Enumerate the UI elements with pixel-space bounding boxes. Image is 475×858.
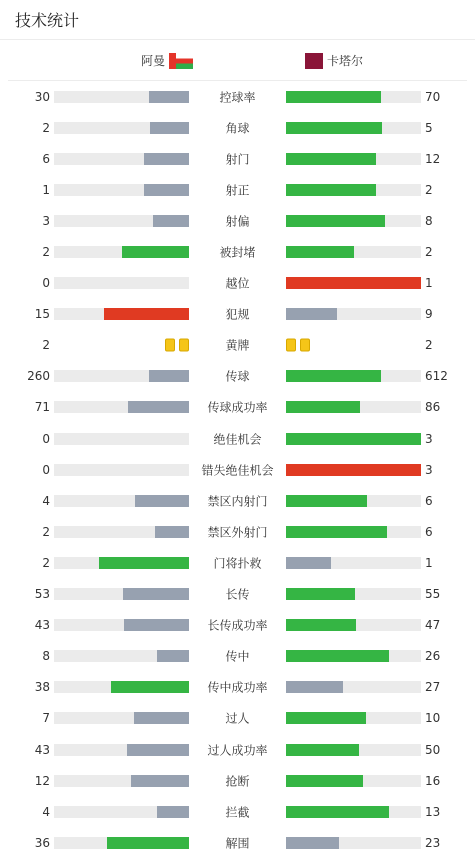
- away-stat-value: 5: [425, 120, 433, 135]
- away-stat-bar: [286, 557, 421, 569]
- stat-label: 禁区内射门: [207, 494, 268, 509]
- stat-row: [0, 174, 475, 205]
- stat-label: 过人成功率: [207, 743, 268, 758]
- home-stat-value: 3: [42, 213, 50, 228]
- stat-row: [0, 361, 475, 392]
- home-stat-bar: [54, 681, 189, 693]
- home-stat-value: 7: [42, 711, 50, 726]
- home-stat-value: 2: [42, 524, 50, 539]
- away-stat-value: 2: [425, 245, 433, 260]
- away-stat-fill: [286, 122, 382, 134]
- home-stat-value: 36: [34, 835, 50, 850]
- away-stat-fill: [286, 308, 337, 320]
- stat-label: 越位: [225, 276, 250, 291]
- stat-row: [0, 205, 475, 236]
- away-stat-value: 16: [425, 773, 441, 788]
- home-stat-fill: [157, 806, 189, 818]
- away-stat-bar: [286, 122, 421, 134]
- home-stat-value: 0: [42, 431, 50, 446]
- home-stat-bar: [54, 433, 189, 445]
- away-stat-fill: [286, 495, 367, 507]
- away-stat-value: 1: [425, 555, 433, 570]
- stat-label: 射门: [225, 152, 250, 167]
- stat-label: 门将扑救: [213, 556, 262, 571]
- home-stat-value: 2: [42, 245, 50, 260]
- home-stat-bar: [54, 184, 189, 196]
- stat-row: [0, 734, 475, 765]
- away-stat-fill: [286, 650, 389, 662]
- away-stat-value: 9: [425, 307, 433, 322]
- home-stat-value: 0: [42, 462, 50, 477]
- away-stat-bar: [286, 433, 421, 445]
- stat-label: 长传: [225, 587, 250, 602]
- home-team[interactable]: [141, 52, 193, 69]
- stat-row: [0, 112, 475, 143]
- home-stat-fill: [131, 775, 189, 787]
- away-stat-bar: [286, 91, 421, 103]
- away-stat-fill: [286, 215, 385, 227]
- away-stat-value: 70: [425, 89, 441, 104]
- away-stat-bar: [286, 744, 421, 756]
- yellow-card-icon: [286, 339, 296, 352]
- section-title: 技术统计: [15, 11, 80, 30]
- stat-label: 传中成功率: [207, 680, 268, 695]
- home-stat-fill: [104, 308, 189, 320]
- away-stat-bar: [286, 775, 421, 787]
- home-stat-bar: [54, 806, 189, 818]
- away-team[interactable]: [299, 52, 363, 69]
- home-stat-value: 1: [42, 182, 50, 197]
- away-stat-bar: [286, 681, 421, 693]
- yellow-card-icon: [179, 339, 189, 352]
- home-stat-bar: [54, 712, 189, 724]
- home-stat-fill: [124, 619, 189, 631]
- away-stat-value: 27: [425, 680, 441, 695]
- stat-row: [0, 299, 475, 330]
- away-stat-bar: [286, 401, 421, 413]
- home-stat-value: 12: [34, 773, 50, 788]
- home-stat-fill: [122, 246, 190, 258]
- home-stat-bar: [54, 370, 189, 382]
- home-stat-bar: [54, 91, 189, 103]
- home-stat-bar: [54, 650, 189, 662]
- stat-label: 传球: [225, 369, 250, 384]
- home-stat-bar: [54, 588, 189, 600]
- away-stat-value: 26: [425, 649, 441, 664]
- home-team-name: 阿曼: [140, 54, 165, 68]
- away-stat-value: 13: [425, 804, 441, 819]
- home-stat-fill: [144, 184, 189, 196]
- home-stat-fill: [150, 122, 189, 134]
- home-stat-bar: [54, 308, 189, 320]
- away-stat-value: 10: [425, 711, 441, 726]
- stat-row: [0, 703, 475, 734]
- stat-label: 过人: [225, 711, 250, 726]
- away-stat-fill: [286, 712, 366, 724]
- home-stat-fill: [157, 650, 189, 662]
- stat-label: 射偏: [225, 214, 250, 229]
- home-stat-fill: [111, 681, 189, 693]
- home-stat-value: 71: [34, 400, 50, 415]
- away-stat-bar: [286, 308, 421, 320]
- home-stat-bar: [54, 557, 189, 569]
- stat-label: 拦截: [225, 805, 250, 820]
- home-stat-fill: [107, 837, 189, 849]
- away-stat-value: 8: [425, 213, 433, 228]
- away-stat-value: 86: [425, 400, 441, 415]
- away-stat-value: 47: [425, 618, 441, 633]
- home-stat-value: 43: [34, 742, 50, 757]
- away-stat-value: 3: [425, 431, 433, 446]
- stats-list: [0, 81, 475, 858]
- away-stat-value: 6: [425, 524, 433, 539]
- away-stat-value: 1: [425, 276, 433, 291]
- teams-row: [8, 40, 467, 81]
- stat-row: [0, 579, 475, 610]
- away-stat-fill: [286, 806, 389, 818]
- away-stat-fill: [286, 619, 356, 631]
- home-stat-bar: [54, 744, 189, 756]
- home-cards: [165, 339, 189, 352]
- away-stat-fill: [286, 153, 376, 165]
- away-stat-bar: [286, 153, 421, 165]
- away-stat-fill: [286, 277, 421, 289]
- home-stat-fill: [127, 744, 189, 756]
- stat-row: [0, 641, 475, 672]
- away-team-name: 卡塔尔: [327, 54, 364, 68]
- away-stat-fill: [286, 744, 359, 756]
- yellow-card-icon: [300, 339, 310, 352]
- home-stat-value: 30: [34, 89, 50, 104]
- home-stat-fill: [128, 401, 189, 413]
- away-stat-fill: [286, 91, 381, 103]
- away-stat-fill: [286, 681, 343, 693]
- away-stat-bar: [286, 370, 421, 382]
- away-stat-bar: [286, 246, 421, 258]
- away-stat-value: 612: [425, 369, 448, 384]
- home-stat-fill: [155, 526, 189, 538]
- qatar-flag-icon: [299, 53, 323, 69]
- home-stat-fill: [144, 153, 189, 165]
- home-stat-fill: [134, 712, 189, 724]
- stat-label: 控球率: [219, 90, 256, 105]
- stat-label: 传中: [225, 649, 250, 664]
- away-stat-bar: [286, 215, 421, 227]
- away-stat-fill: [286, 526, 387, 538]
- away-stat-value: 6: [425, 493, 433, 508]
- stat-label: 错失绝佳机会: [201, 463, 274, 478]
- away-stat-bar: [286, 495, 421, 507]
- home-stat-fill: [149, 91, 190, 103]
- home-stat-value: 38: [34, 680, 50, 695]
- home-stat-value: 4: [42, 493, 50, 508]
- home-stat-value: 6: [42, 151, 50, 166]
- home-stat-fill: [135, 495, 189, 507]
- home-stat-value: 2: [42, 120, 50, 135]
- stat-row: [0, 516, 475, 547]
- home-stat-value: 4: [42, 804, 50, 819]
- stat-row: [0, 423, 475, 454]
- home-stat-value: 15: [34, 307, 50, 322]
- home-stat-fill: [123, 588, 189, 600]
- home-stat-bar: [54, 246, 189, 258]
- stat-row: [0, 392, 475, 423]
- away-stat-bar: [286, 837, 421, 849]
- stat-label: 长传成功率: [207, 618, 268, 633]
- stat-row: [0, 143, 475, 174]
- away-stat-bar: [286, 619, 421, 631]
- away-stat-bar: [286, 184, 421, 196]
- home-stat-fill: [153, 215, 189, 227]
- away-stat-fill: [286, 464, 421, 476]
- away-stat-fill: [286, 184, 376, 196]
- home-stat-value: 2: [42, 555, 50, 570]
- stat-row: [0, 454, 475, 485]
- stat-label: 黄牌: [225, 338, 250, 353]
- home-stat-fill: [149, 370, 190, 382]
- home-stat-bar: [54, 153, 189, 165]
- stat-label: 禁区外射门: [207, 525, 268, 540]
- stat-row: [0, 610, 475, 641]
- home-stat-value: 43: [34, 618, 50, 633]
- away-stat-value: 23: [425, 835, 441, 850]
- stat-row: [0, 765, 475, 796]
- yellow-card-icon: [165, 339, 175, 352]
- away-stat-value: 3: [425, 462, 433, 477]
- away-stat-fill: [286, 433, 421, 445]
- stat-row: [0, 485, 475, 516]
- stat-label: 犯规: [225, 307, 250, 322]
- stat-label: 传球成功率: [207, 400, 268, 415]
- home-stat-bar: [54, 526, 189, 538]
- stat-label: 角球: [225, 121, 250, 136]
- away-stat-fill: [286, 370, 381, 382]
- away-stat-bar: [286, 526, 421, 538]
- stat-row: [0, 81, 475, 112]
- stat-row: [0, 827, 475, 858]
- away-stat-fill: [286, 775, 363, 787]
- away-stat-fill: [286, 837, 339, 849]
- home-stat-bar: [54, 619, 189, 631]
- stat-row: [0, 547, 475, 578]
- away-stat-bar: [286, 464, 421, 476]
- home-stat-bar: [54, 775, 189, 787]
- home-stat-bar: [54, 277, 189, 289]
- home-stat-value: 2: [42, 338, 50, 353]
- stat-label: 解围: [225, 836, 250, 851]
- away-stat-value: 2: [425, 182, 433, 197]
- stat-label: 抢断: [225, 774, 250, 789]
- away-stat-fill: [286, 588, 355, 600]
- home-stat-bar: [54, 495, 189, 507]
- home-stat-value: 8: [42, 649, 50, 664]
- home-stat-fill: [99, 557, 189, 569]
- home-stat-value: 0: [42, 276, 50, 291]
- stat-row: [0, 236, 475, 267]
- away-stat-fill: [286, 557, 331, 569]
- stat-row: [0, 672, 475, 703]
- away-stat-value: 55: [425, 587, 441, 602]
- away-stat-value: 12: [425, 151, 441, 166]
- away-stat-bar: [286, 277, 421, 289]
- stat-label: 射正: [225, 183, 250, 198]
- home-stat-bar: [54, 122, 189, 134]
- stat-row: [0, 268, 475, 299]
- away-stat-value: 50: [425, 742, 441, 757]
- away-stat-value: 2: [425, 338, 433, 353]
- stat-row: [0, 330, 475, 361]
- stat-label: 被封堵: [219, 245, 256, 260]
- home-stat-bar: [54, 837, 189, 849]
- home-stat-value: 260: [27, 369, 50, 384]
- oman-flag-icon: [169, 53, 193, 69]
- away-stat-bar: [286, 650, 421, 662]
- home-stat-bar: [54, 464, 189, 476]
- stat-row: [0, 796, 475, 827]
- away-stat-fill: [286, 246, 354, 258]
- away-stat-bar: [286, 588, 421, 600]
- away-stat-bar: [286, 806, 421, 818]
- away-stat-fill: [286, 401, 360, 413]
- away-cards: [286, 339, 310, 352]
- stat-label: 绝佳机会: [213, 432, 262, 447]
- home-stat-value: 53: [34, 587, 50, 602]
- home-stat-bar: [54, 401, 189, 413]
- away-stat-bar: [286, 712, 421, 724]
- section-header: [0, 0, 475, 40]
- home-stat-bar: [54, 215, 189, 227]
